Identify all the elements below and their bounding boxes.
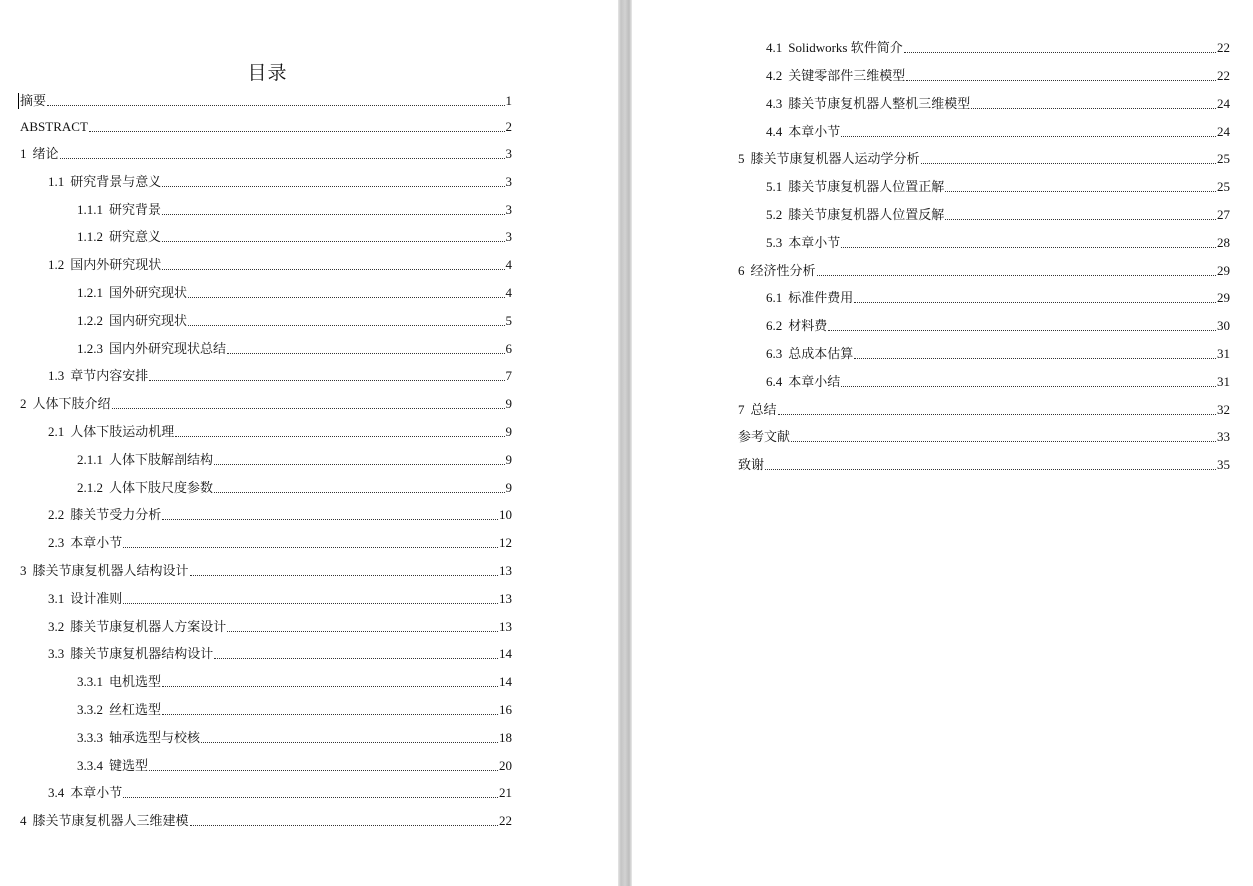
toc-page-number: 22 xyxy=(1217,68,1230,83)
dot-leader xyxy=(162,241,504,242)
toc-entry[interactable] xyxy=(738,455,1230,473)
toc-page-number: 9 xyxy=(505,480,512,495)
toc-entry-number: 3.3.2 xyxy=(77,702,103,717)
toc-page-number: 33 xyxy=(1217,429,1230,444)
toc-entry-text: 本章小节 xyxy=(70,785,123,800)
toc-entry-text: 材料费 xyxy=(788,318,828,333)
toc-entry[interactable] xyxy=(738,149,1230,167)
dot-leader xyxy=(214,492,504,493)
toc-entry-number: 5 xyxy=(738,151,745,166)
toc-page-number: 14 xyxy=(499,646,512,661)
toc-entry-text: 本章小节 xyxy=(70,535,123,550)
toc-page-number: 7 xyxy=(505,368,512,383)
toc-page-number: 3 xyxy=(505,202,512,217)
toc-entry-number: 2 xyxy=(20,396,27,411)
dot-leader xyxy=(162,714,498,715)
dot-leader xyxy=(854,302,1216,303)
toc-entry[interactable] xyxy=(766,94,1230,112)
toc-entry[interactable] xyxy=(77,283,512,301)
toc-entry[interactable] xyxy=(77,450,512,468)
toc-entry-text: 章节内容安排 xyxy=(70,368,149,383)
toc-page-number: 2 xyxy=(505,119,512,134)
toc-entry-number: 1.1.1 xyxy=(77,202,103,217)
dot-leader xyxy=(906,80,1216,81)
toc-entry[interactable] xyxy=(766,38,1230,56)
toc-entry-number: 2.3 xyxy=(48,535,65,550)
toc-entry[interactable] xyxy=(77,672,512,690)
toc-entry-number: 3.1 xyxy=(48,591,65,606)
toc-entry-number: 1.1 xyxy=(48,174,65,189)
toc-page-number: 4 xyxy=(505,285,512,300)
dot-leader xyxy=(921,163,1216,164)
toc-entry[interactable] xyxy=(48,783,512,801)
toc-entry-number: 5.1 xyxy=(766,179,783,194)
toc-entry[interactable] xyxy=(77,200,512,218)
toc-page-number: 9 xyxy=(505,452,512,467)
toc-entry[interactable] xyxy=(766,288,1230,306)
toc-page-number: 22 xyxy=(1217,40,1230,55)
page-right xyxy=(632,0,1253,886)
toc-entry-text: Solidworks 软件简介 xyxy=(788,40,903,55)
toc-entry-number: 1 xyxy=(20,146,27,161)
toc-entry-text: 键选型 xyxy=(109,758,149,773)
toc-entry[interactable] xyxy=(77,227,512,245)
toc-entry[interactable] xyxy=(738,427,1230,445)
dot-leader xyxy=(841,136,1216,137)
toc-entry-text: 轴承选型与校核 xyxy=(109,730,201,745)
dot-leader xyxy=(162,186,504,187)
toc-entry-text: 总结 xyxy=(750,402,777,417)
toc-page-number: 18 xyxy=(499,730,512,745)
toc-entry-number: 4.3 xyxy=(766,96,783,111)
dot-leader xyxy=(945,219,1216,220)
toc-entry[interactable] xyxy=(766,372,1230,390)
toc-entry-number: 6 xyxy=(738,263,745,278)
toc-page-number: 14 xyxy=(499,674,512,689)
toc-page-number: 6 xyxy=(505,341,512,356)
toc-entry-number: 2.2 xyxy=(48,507,65,522)
toc-entry-text: 国内研究现状 xyxy=(109,313,188,328)
toc-page-number: 10 xyxy=(499,507,512,522)
toc-page-number: 31 xyxy=(1217,346,1230,361)
toc-entry[interactable] xyxy=(20,561,512,579)
dot-leader xyxy=(841,247,1216,248)
toc-entry[interactable] xyxy=(766,122,1230,140)
toc-entry[interactable] xyxy=(766,316,1230,334)
toc-entry-number: 4.2 xyxy=(766,68,783,83)
page-left xyxy=(0,0,618,886)
toc-entry-text: 膝关节康复机器人三维建模 xyxy=(32,813,189,828)
dot-leader xyxy=(841,386,1216,387)
toc-entry-text: 摘要 xyxy=(20,93,47,108)
toc-entry-text: 膝关节康复机器人位置反解 xyxy=(788,207,945,222)
dot-leader xyxy=(175,436,504,437)
toc-page-number: 3 xyxy=(505,229,512,244)
toc-entry-text: 膝关节受力分析 xyxy=(70,507,162,522)
toc-entry[interactable] xyxy=(766,177,1230,195)
toc-entry-text: 研究背景与意义 xyxy=(70,174,162,189)
toc-entry-text: 关键零部件三维模型 xyxy=(788,68,906,83)
toc-entry-text: 国内外研究现状 xyxy=(70,257,162,272)
toc-entry[interactable] xyxy=(48,617,512,635)
toc-entry[interactable] xyxy=(48,589,512,607)
toc-entry-text: 研究意义 xyxy=(109,229,162,244)
dot-leader xyxy=(971,108,1216,109)
toc-entry[interactable] xyxy=(77,478,512,496)
toc-entry[interactable] xyxy=(20,144,512,162)
dot-leader xyxy=(190,575,498,576)
toc-entry-text: 标准件费用 xyxy=(788,290,854,305)
toc-page-number: 25 xyxy=(1217,151,1230,166)
dot-leader xyxy=(778,414,1216,415)
toc-entry[interactable] xyxy=(766,205,1230,223)
dot-leader xyxy=(60,158,505,159)
dot-leader xyxy=(149,380,504,381)
toc-entry-number: 4.1 xyxy=(766,40,783,55)
toc-entry[interactable] xyxy=(77,728,512,746)
dot-leader xyxy=(89,131,505,132)
toc-entry-text: 人体下肢运动机理 xyxy=(70,424,175,439)
toc-entry-number: 2.1 xyxy=(48,424,65,439)
toc-title: 目录 xyxy=(247,63,288,84)
toc-entry-text: 膝关节康复机器结构设计 xyxy=(70,646,214,661)
dot-leader xyxy=(214,464,504,465)
toc-entry-number: 1.2 xyxy=(48,257,65,272)
toc-entry-text: 膝关节康复机器人整机三维模型 xyxy=(788,96,971,111)
toc-page-number: 12 xyxy=(499,535,512,550)
toc-entry-text: 人体下肢解剖结构 xyxy=(109,452,214,467)
toc-page-number: 3 xyxy=(505,174,512,189)
toc-entry-number: 1.1.2 xyxy=(77,229,103,244)
toc-page-number: 22 xyxy=(499,813,512,828)
toc-entry-text: 本章小节 xyxy=(788,235,841,250)
toc-entry[interactable] xyxy=(766,233,1230,251)
toc-entry[interactable] xyxy=(20,394,512,412)
toc-entry-text: 膝关节康复机器人位置正解 xyxy=(788,179,945,194)
dot-leader xyxy=(904,52,1216,53)
toc-entry[interactable] xyxy=(48,644,512,662)
toc-entry[interactable] xyxy=(48,366,512,384)
toc-page-number: 9 xyxy=(505,424,512,439)
toc-entry[interactable] xyxy=(77,311,512,329)
dot-leader xyxy=(828,330,1216,331)
toc-entry-text: 膝关节康复机器人运动学分析 xyxy=(750,151,920,166)
dot-leader xyxy=(227,631,498,632)
page-gutter xyxy=(618,0,632,886)
toc-entry-number: 2.1.1 xyxy=(77,452,103,467)
toc-entry-text: 本章小结 xyxy=(788,374,841,389)
toc-entry[interactable] xyxy=(48,172,512,190)
dot-leader xyxy=(188,325,504,326)
dot-leader xyxy=(945,191,1216,192)
toc-entry-number: 1.2.2 xyxy=(77,313,103,328)
toc-entry-text: 本章小节 xyxy=(788,124,841,139)
dot-leader xyxy=(112,408,505,409)
toc-entry-text: 国内外研究现状总结 xyxy=(109,341,227,356)
toc-entry-number: 3.3.4 xyxy=(77,758,103,773)
dot-leader xyxy=(47,105,504,106)
toc-page-number: 3 xyxy=(505,146,512,161)
toc-page-number: 20 xyxy=(499,758,512,773)
toc-page-number: 35 xyxy=(1217,457,1230,472)
toc-entry[interactable] xyxy=(48,533,512,551)
toc-entry-number: 3.3 xyxy=(48,646,65,661)
toc-page-number: 1 xyxy=(505,93,512,108)
toc-page-number: 4 xyxy=(505,257,512,272)
toc-entry-text: 膝关节康复机器人方案设计 xyxy=(70,619,227,634)
toc-entry-number: 1.2.3 xyxy=(77,341,103,356)
toc-entry[interactable] xyxy=(738,261,1230,279)
toc-entry-text: 国外研究现状 xyxy=(109,285,188,300)
toc-page-number: 32 xyxy=(1217,402,1230,417)
toc-page-number: 29 xyxy=(1217,290,1230,305)
toc-entry[interactable] xyxy=(766,66,1230,84)
toc-entry-number: 2.1.2 xyxy=(77,480,103,495)
toc-entry-text: 总成本估算 xyxy=(788,346,854,361)
toc-entry-text: 人体下肢介绍 xyxy=(32,396,111,411)
toc-entry-number: 3.4 xyxy=(48,785,65,800)
toc-page-number: 27 xyxy=(1217,207,1230,222)
toc-entry-text: 经济性分析 xyxy=(750,263,816,278)
toc-entry-number: 6.3 xyxy=(766,346,783,361)
toc-entry-number: 3.3.1 xyxy=(77,674,103,689)
toc-entry-number: 1.3 xyxy=(48,368,65,383)
toc-page-number: 24 xyxy=(1217,96,1230,111)
toc-page-number: 16 xyxy=(499,702,512,717)
dot-leader xyxy=(123,547,498,548)
toc-entry-text: 丝杠选型 xyxy=(109,702,162,717)
toc-page-number: 21 xyxy=(499,785,512,800)
toc-entry[interactable] xyxy=(20,91,512,109)
toc-entry-text: 致谢 xyxy=(738,457,765,472)
dot-leader xyxy=(765,469,1216,470)
toc-entry-text: 参考文献 xyxy=(738,429,791,444)
dot-leader xyxy=(162,519,498,520)
toc-entry-text: 膝关节康复机器人结构设计 xyxy=(32,563,189,578)
toc-page-number: 29 xyxy=(1217,263,1230,278)
dot-leader xyxy=(201,742,498,743)
toc-entry-number: 3.3.3 xyxy=(77,730,103,745)
toc-entry-number: 3 xyxy=(20,563,27,578)
toc-entry[interactable] xyxy=(48,422,512,440)
dot-leader xyxy=(188,297,504,298)
toc-entry-number: 6.1 xyxy=(766,290,783,305)
toc-entry-number: 6.4 xyxy=(766,374,783,389)
toc-page-number: 24 xyxy=(1217,124,1230,139)
dot-leader xyxy=(123,797,498,798)
dot-leader xyxy=(214,658,498,659)
toc-entry-number: 3.2 xyxy=(48,619,65,634)
toc-entry-text: 绪论 xyxy=(32,146,59,161)
toc-entry-text: 人体下肢尺度参数 xyxy=(109,480,214,495)
toc-entry[interactable] xyxy=(77,756,512,774)
toc-page-number: 30 xyxy=(1217,318,1230,333)
dot-leader xyxy=(854,358,1216,359)
toc-entry-text: 设计准则 xyxy=(70,591,123,606)
toc-entry-number: 4.4 xyxy=(766,124,783,139)
text-cursor xyxy=(18,93,19,109)
toc-entry-number: 7 xyxy=(738,402,745,417)
toc-entry[interactable] xyxy=(738,400,1230,418)
toc-page-number: 13 xyxy=(499,619,512,634)
dot-leader xyxy=(791,441,1216,442)
toc-entry[interactable] xyxy=(766,344,1230,362)
dot-leader xyxy=(162,269,504,270)
dot-leader xyxy=(162,214,504,215)
toc-page-number: 13 xyxy=(499,591,512,606)
dot-leader xyxy=(817,275,1216,276)
toc-entry[interactable] xyxy=(48,505,512,523)
toc-entry[interactable] xyxy=(20,811,512,829)
toc-entry[interactable] xyxy=(48,255,512,273)
toc-entry-number: 6.2 xyxy=(766,318,783,333)
toc-entry-number: 1.2.1 xyxy=(77,285,103,300)
toc-entry[interactable] xyxy=(20,117,512,135)
dot-leader xyxy=(190,825,498,826)
dot-leader xyxy=(123,603,498,604)
toc-entry-text: ABSTRACT xyxy=(20,119,88,134)
toc-page-number: 28 xyxy=(1217,235,1230,250)
toc-page-number: 25 xyxy=(1217,179,1230,194)
dot-leader xyxy=(162,686,498,687)
toc-entry[interactable] xyxy=(77,700,512,718)
toc-page-number: 5 xyxy=(505,313,512,328)
toc-entry-text: 电机选型 xyxy=(109,674,162,689)
dot-leader xyxy=(227,353,504,354)
toc-entry[interactable] xyxy=(77,339,512,357)
toc-entry-number: 5.2 xyxy=(766,207,783,222)
toc-entry-text: 研究背景 xyxy=(109,202,162,217)
toc-entry-number: 5.3 xyxy=(766,235,783,250)
toc-page-number: 9 xyxy=(505,396,512,411)
toc-page-number: 13 xyxy=(499,563,512,578)
dot-leader xyxy=(149,770,498,771)
toc-entry-number: 4 xyxy=(20,813,27,828)
toc-page-number: 31 xyxy=(1217,374,1230,389)
